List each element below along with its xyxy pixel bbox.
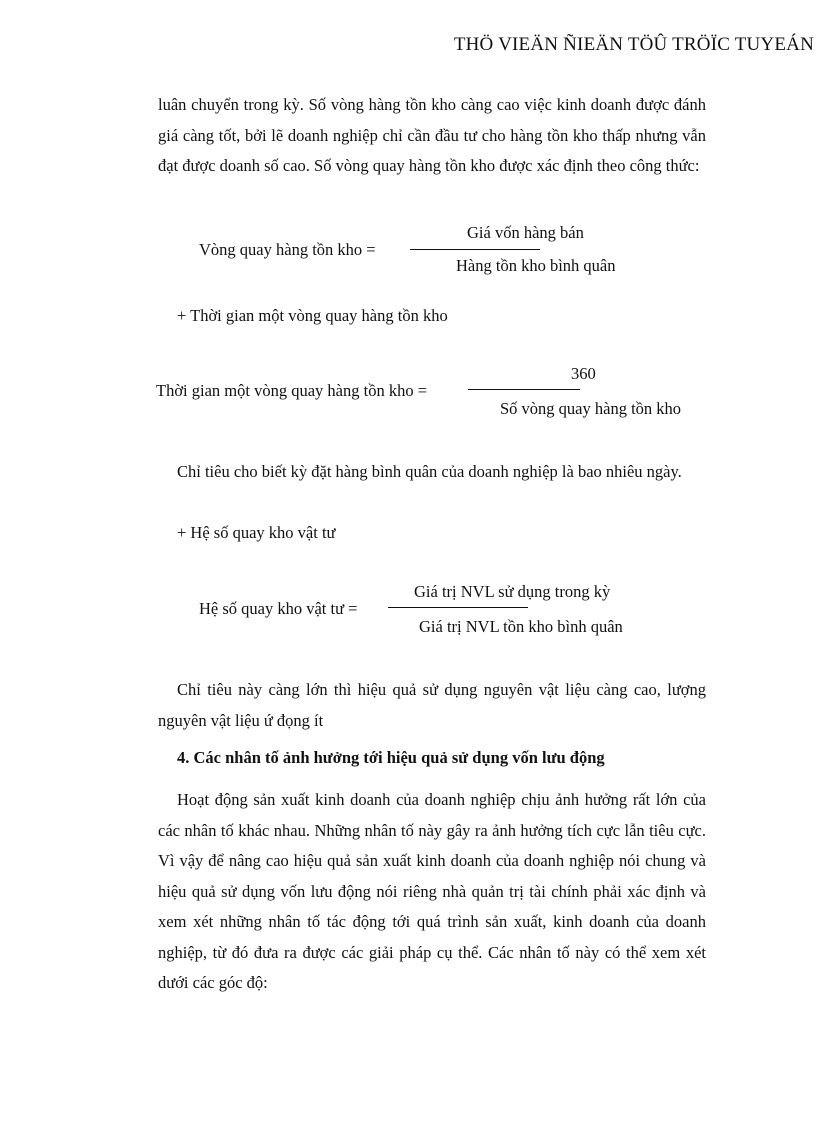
bullet-material-turnover: + Hệ số quay kho vật tư <box>177 523 336 542</box>
formula-denominator: Hàng tồn kho bình quân <box>456 256 616 275</box>
formula-label: Vòng quay hàng tồn kho = <box>199 240 376 259</box>
formula-label: Thời gian một vòng quay hàng tồn kho = <box>156 381 428 400</box>
paragraph-order-period: Chỉ tiêu cho biết kỳ đặt hàng bình quân của doanh nghiệp là bao nhiêu ngày. <box>177 462 682 481</box>
paragraph-influencing-factors: Hoạt động sản xuất kinh doanh của doanh nghiệp chịu ảnh hưởng rất lớn của các nhân tố khác nhau. Những nhân tố này gây ra ảnh hưởng tích cực lẫn tiêu cực. Vì vậy để nâng cao hiệu quả sản xuất kinh doanh của doanh nghiệp nói chung và hiệu quả sử dụng vốn lưu động nói riêng nhà quản trị tài chính phải xác định và xem xét những nhân tố tác động tới quá trình sản xuất, kinh doanh của doanh nghiệp, từ đó đưa ra được các giải pháp cụ thể. Các nhân tố này có thể xem xét dưới các góc độ: <box>158 790 706 992</box>
fraction-bar <box>468 389 580 390</box>
bullet-cycle-time: + Thời gian một vòng quay hàng tồn kho <box>177 306 448 325</box>
formula-numerator: Giá trị NVL sử dụng trong kỳ <box>414 582 611 601</box>
formula-denominator: Số vòng quay hàng tồn kho <box>500 399 682 418</box>
paragraph-material-efficiency: Chỉ tiêu này càng lớn thì hiệu quả sử dụng nguyên vật liệu càng cao, lượng nguyên vật liệu ứ đọng ít <box>158 680 706 730</box>
paragraph-inventory-turnover-intro: luân chuyển trong kỳ. Số vòng hàng tồn kho càng cao việc kinh doanh được đánh giá càng tốt, bởi lẽ doanh nghiệp chỉ cần đầu tư cho hàng tồn kho thấp nhưng vẫn đạt được doanh số cao. Số vòng quay hàng tồn kho được xác định theo công thức: <box>158 95 706 175</box>
fraction-bar <box>388 607 528 608</box>
formula-denominator: Giá trị NVL tồn kho bình quân <box>419 617 623 636</box>
formula-label: Hệ số quay kho vật tư = <box>199 599 358 618</box>
page-header-title: THÖ VIEÄN ÑIEÄN TÖÛ TRÖÏC TUYEÁN <box>453 34 814 55</box>
formula-numerator: 360 <box>571 364 596 383</box>
formula-numerator: Giá vốn hàng bán <box>467 223 584 242</box>
section-heading-4: 4. Các nhân tố ảnh hưởng tới hiệu quả sử dụng vốn lưu động <box>177 748 605 767</box>
fraction-bar <box>410 249 540 250</box>
